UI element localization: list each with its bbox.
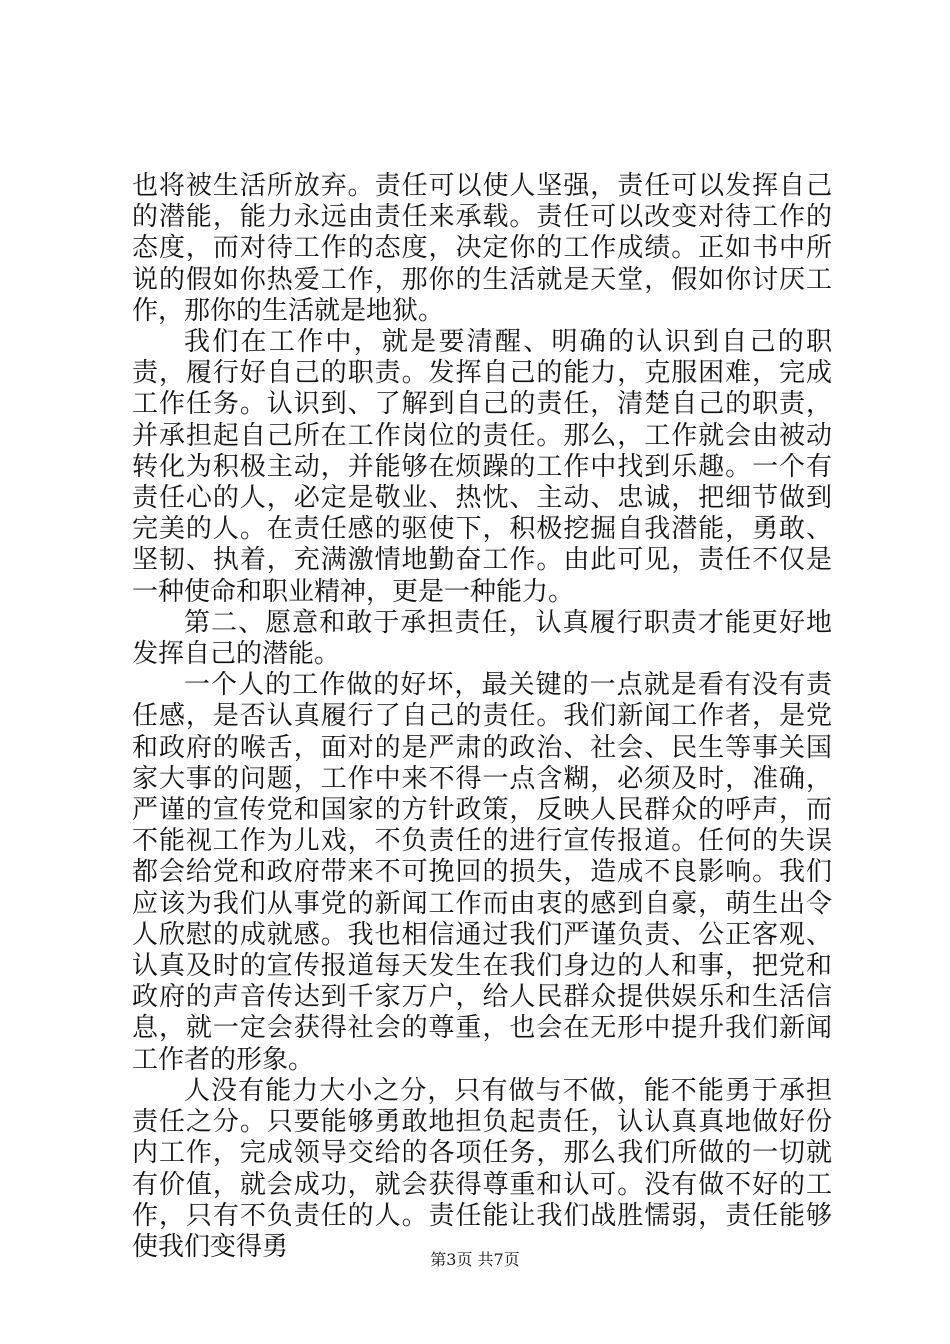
paragraph-5: 人没有能力大小之分，只有做与不做，能不能勇于承担责任之分。只要能够勇敢地担负起责任，认认真真地做好份内工作，完成领导交给的各项任务，那么我们所做的一切就有价值，就会成功，就会获得尊重和认可。没有做不好的工作，只有不负责任的人。责任能让我们战胜懦弱，责任能够使我们变得勇 — [132, 1075, 832, 1262]
page-footer: 第3页 共7页 — [430, 1250, 520, 1269]
paragraph-1: 也将被生活所放弃。责任可以使人坚强，责任可以发挥自己的潜能，能力永远由责任来承载。责任可以改变对待工作的态度，而对待工作的态度，决定你的工作成绩。正如书中所说的假如你热爱工作，那你的生活就是天堂，假如你讨厌工作，那你的生活就是地狱。 — [132, 171, 832, 326]
paragraph-4: 一个人的工作做的好坏，最关键的一点就是看有没有责任感，是否认真履行了自己的责任。我们新闻工作者，是党和政府的喉舌，面对的是严肃的政治、社会、民生等事关国家大事的问题，工作中来不得一点含糊，必须及时，准确，严谨的宣传党和国家的方针政策，反映人民群众的呼声，而不能视工作为儿戏，不负责任的进行宣传报道。任何的失误都会给党和政府带来不可挽回的损失，造成不良影响。我们应该为我们从事党的新闻工作而由衷的感到自豪，萌生出令人欣慰的成就感。我也相信通过我们严谨负责、公正客观、认真及时的宣传报道每天发生在我们身边的人和事，把党和政府的声音传达到千家万户，给人民群众提供娱乐和生活信息，就一定会获得社会的尊重，也会在无形中提升我们新闻工作者的形象。 — [132, 670, 832, 1075]
paragraph-3: 第二、愿意和敢于承担责任，认真履行职责才能更好地发挥自己的潜能。 — [132, 607, 832, 670]
document-body — [132, 171, 832, 1263]
paragraph-2: 我们在工作中，就是要清醒、明确的认识到自己的职责，履行好自己的职责。发挥自己的能力，克服困难，完成工作任务。认识到、了解到自己的责任，清楚自己的职责，并承担起自己所在工作岗位的责任。那么，工作就会由被动转化为积极主动，并能够在烦躁的工作中找到乐趣。一个有责任心的人，必定是敬业、热忱、主动、忠诚，把细节做到完美的人。在责任感的驱使下，积极挖掘自我潜能，勇敢、坚韧、执着，充满激情地勤奋工作。由此可见，责任不仅是一种使命和职业精神，更是一种能力。 — [132, 327, 832, 607]
